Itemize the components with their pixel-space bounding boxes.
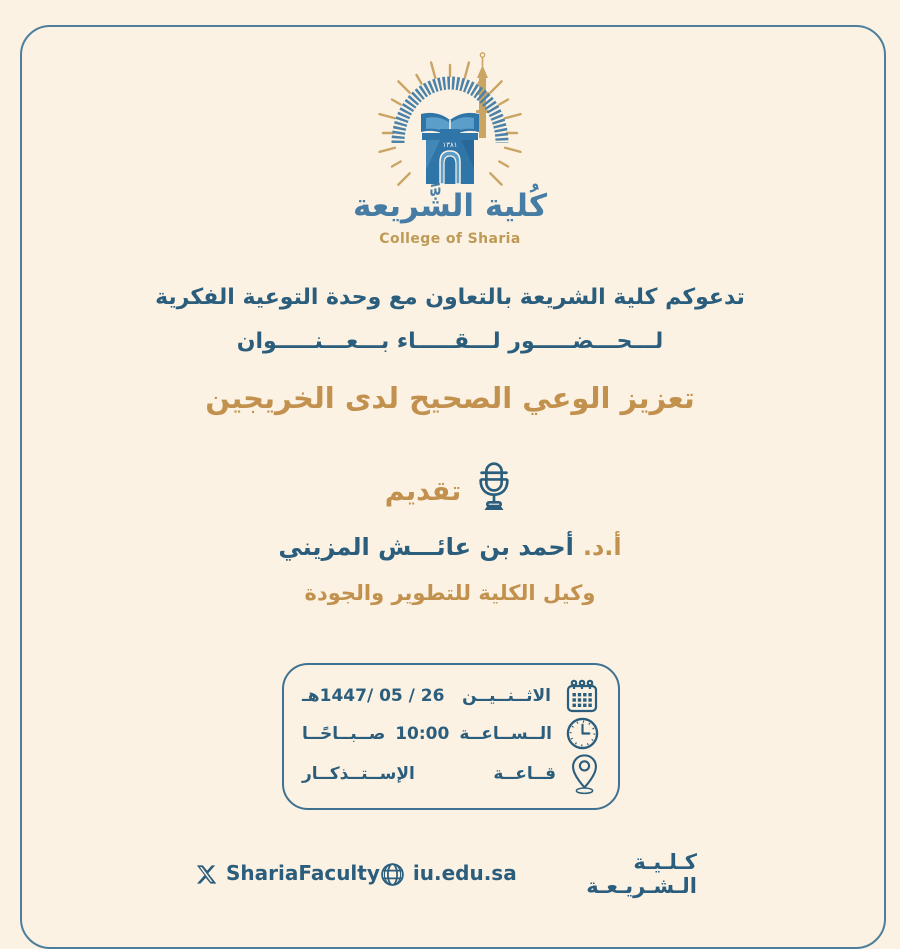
twitter-link[interactable] xyxy=(195,861,380,887)
time-period: صــبــاحًــا xyxy=(302,723,386,744)
location-pin-icon xyxy=(569,753,600,795)
event-title: تعزيز الوعي الصحيح لدى الخريجين xyxy=(205,381,695,415)
presenter-role: وكيل الكلية للتطوير والجودة xyxy=(304,581,596,605)
logo-english-name: College of Sharia xyxy=(379,231,521,247)
university-emblem-icon xyxy=(355,48,545,188)
presenter-honorific: أ.د. xyxy=(582,533,622,561)
footer-college-name: كـلـيـة الـشـريـعـة xyxy=(586,850,697,898)
website-link[interactable] xyxy=(380,861,517,887)
microphone-icon xyxy=(473,461,515,515)
website-url: iu.edu.sa xyxy=(412,861,517,885)
emblem-founding-year: ١٣٨١ xyxy=(442,141,458,149)
presenter-section-label: تقديم xyxy=(384,475,462,507)
time-value: 10:00 xyxy=(395,723,450,744)
twitter-handle: ShariaFaculty xyxy=(226,861,380,885)
footer xyxy=(195,850,697,898)
invitation-line1: تدعوكم كلية الشريعة بالتعاون مع وحدة التوعية الفكرية xyxy=(155,285,745,310)
location-word1: قــاعــة xyxy=(493,764,556,784)
globe-icon xyxy=(380,862,405,887)
location-row xyxy=(302,753,600,795)
invitation-line2: لـــحـــضـــــور لـــقـــــاء بـــعـــنـــــوان xyxy=(236,329,664,354)
presenter-name: أحمد بن عائـــش المزيني xyxy=(278,533,574,561)
time-row xyxy=(302,716,600,751)
time-label: الــســاعــة xyxy=(459,723,552,744)
presenter-section xyxy=(0,461,900,515)
calendar-icon xyxy=(564,678,600,714)
event-day: الاثــنــيــن xyxy=(462,686,551,706)
date-row xyxy=(302,678,600,714)
x-twitter-icon xyxy=(195,863,218,886)
location-word2: الإســتــذكــار xyxy=(302,764,415,784)
logo-arabic-calligraphy: كُلية الشَّريعة xyxy=(353,188,547,224)
event-date: 26 / 05 /1447هـ xyxy=(302,686,445,706)
clock-icon xyxy=(565,716,600,751)
presenter-name-row xyxy=(0,533,900,561)
emblem-gate xyxy=(422,129,478,184)
logo-block xyxy=(0,48,900,247)
event-details-box xyxy=(282,663,620,810)
